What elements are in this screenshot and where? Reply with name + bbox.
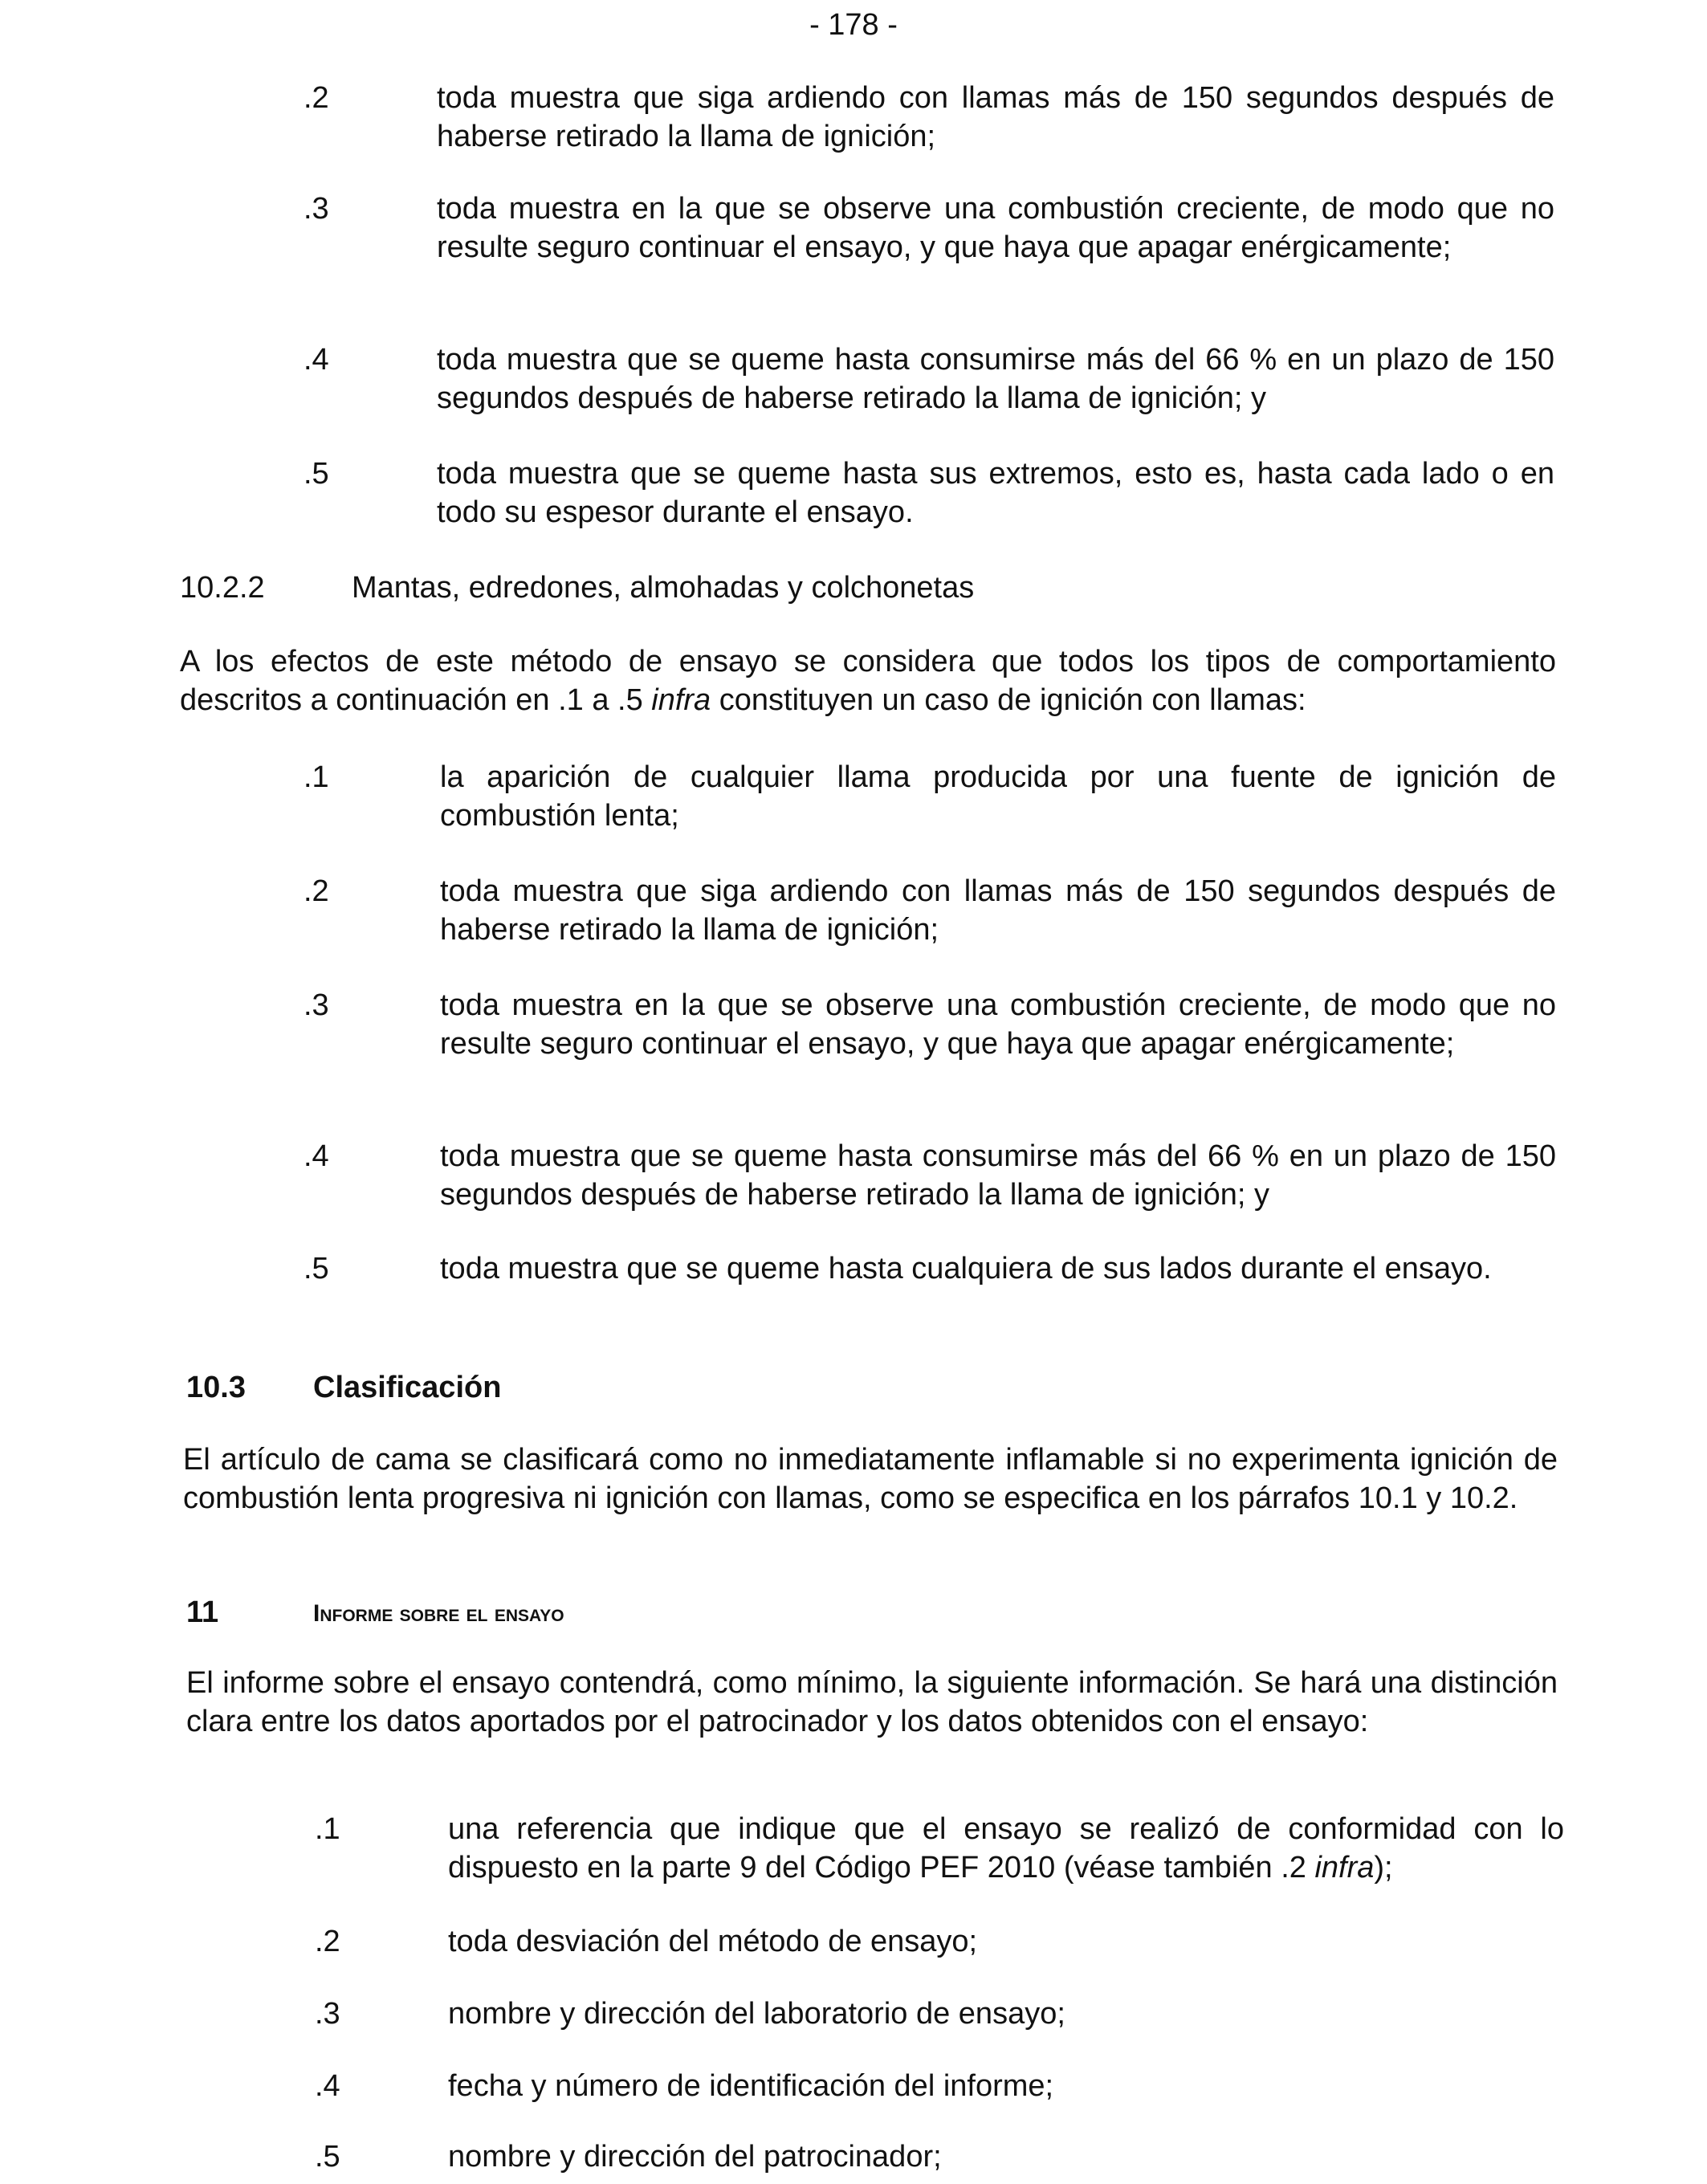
list-item-number: .4	[304, 343, 329, 377]
list-item	[304, 79, 1556, 159]
list-item-text: toda muestra en la que se observe una combustión creciente, de modo que no resulte seguro continuar el ensayo, y que haya que apagar enérgicamente;	[437, 192, 1554, 264]
list-item-number: .3	[315, 1997, 340, 2031]
list-item	[304, 454, 1556, 535]
list-item-number: .3	[304, 988, 329, 1022]
intro-paragraph: A los efectos de este método de ensayo se considera que todos los tipos de comportamiento descritos a continuación en .1 a .5 infra constituyen un caso de ignición con llamas:	[180, 645, 1556, 717]
page-number: - 178 -	[809, 8, 898, 42]
section-number: 10.3	[186, 1371, 246, 1404]
section-heading-10-3	[186, 1368, 1150, 1408]
list-item	[304, 189, 1556, 310]
section-heading-10-2-2	[180, 568, 1384, 609]
list-item-text: nombre y dirección del patrocinador;	[448, 2140, 942, 2174]
report-paragraph: El informe sobre el ensayo contendrá, como mínimo, la siguiente información. Se hará una distinción clara entre los datos aportados por el patrocinador y los datos obtenidos con el ensayo:	[186, 1666, 1558, 1738]
list-item-number: .4	[304, 1139, 329, 1173]
list-item-text: toda muestra en la que se observe una combustión creciente, de modo que no resulte seguro continuar el ensayo, y que haya que apagar enérgicamente;	[440, 988, 1556, 1061]
list-item-text: toda muestra que se queme hasta consumirse más del 66 % en un plazo de 150 segundos después de haberse retirado la llama de ignición; y	[437, 343, 1554, 415]
list-item-text: toda muestra que se queme hasta cualquiera de sus lados durante el ensayo.	[440, 1252, 1492, 1286]
list-item-text: toda desviación del método de ensayo;	[448, 1925, 978, 1958]
list-item-number: .1	[315, 1812, 340, 1846]
list-item-text: toda muestra que siga ardiendo con llamas más de 150 segundos después de haberse retirado la llama de ignición;	[440, 874, 1556, 947]
list-item-text: toda muestra que se queme hasta sus extremos, esto es, hasta cada lado o en todo su espesor durante el ensayo.	[437, 457, 1554, 529]
classification-paragraph: El artículo de cama se clasificará como no inmediatamente inflamable si no experimenta ignición de combustión lenta progresiva ni ignición con llamas, como se especifica en los párrafos 10.1 y 10.2.	[183, 1443, 1558, 1515]
list-item	[304, 1137, 1556, 1217]
list-item	[304, 872, 1556, 952]
list-item-text: fecha y número de identificación del informe;	[448, 2069, 1054, 2103]
list-item	[315, 2137, 1567, 2178]
list-item	[304, 986, 1556, 1106]
section-title: Clasificación	[313, 1371, 502, 1404]
list-item-text: toda muestra que siga ardiendo con llamas más de 150 segundos después de haberse retirado la llama de ignición;	[437, 81, 1554, 153]
list-item	[304, 340, 1556, 421]
section-title: Informe sobre el ensayo	[313, 1600, 564, 1627]
section-number: 11	[186, 1595, 219, 1629]
list-item	[315, 1922, 1567, 1962]
list-item-number: .1	[304, 760, 329, 794]
section-number: 10.2.2	[180, 571, 265, 605]
list-item-number: .2	[304, 874, 329, 908]
list-item-text: una referencia que indique que el ensayo se realizó de conformidad con lo dispuesto en la parte 9 del Código PEF 2010 (véase también .2 infra);	[448, 1812, 1564, 1885]
list-item	[315, 1995, 1567, 2035]
list-item-text: la aparición de cualquier llama producida por una fuente de ignición de combustión lenta;	[440, 760, 1556, 833]
list-item	[315, 2067, 1567, 2107]
list-item-number: .2	[304, 81, 329, 115]
list-item-number: .3	[304, 192, 329, 226]
list-item-text: nombre y dirección del laboratorio de ensayo;	[448, 1997, 1065, 2031]
list-item-text: toda muestra que se queme hasta consumirse más del 66 % en un plazo de 150 segundos después de haberse retirado la llama de ignición; y	[440, 1139, 1556, 1212]
section-title: Mantas, edredones, almohadas y colchonetas	[352, 571, 975, 605]
list-item-number: .5	[315, 2140, 340, 2174]
list-item-number: .4	[315, 2069, 340, 2103]
list-item-number: .5	[304, 457, 329, 491]
list-item	[304, 1249, 1556, 1330]
list-item-number: .5	[304, 1252, 329, 1286]
section-heading-11	[186, 1593, 1150, 1633]
list-item	[315, 1810, 1567, 1890]
list-item	[304, 758, 1556, 838]
list-item-number: .2	[315, 1925, 340, 1958]
